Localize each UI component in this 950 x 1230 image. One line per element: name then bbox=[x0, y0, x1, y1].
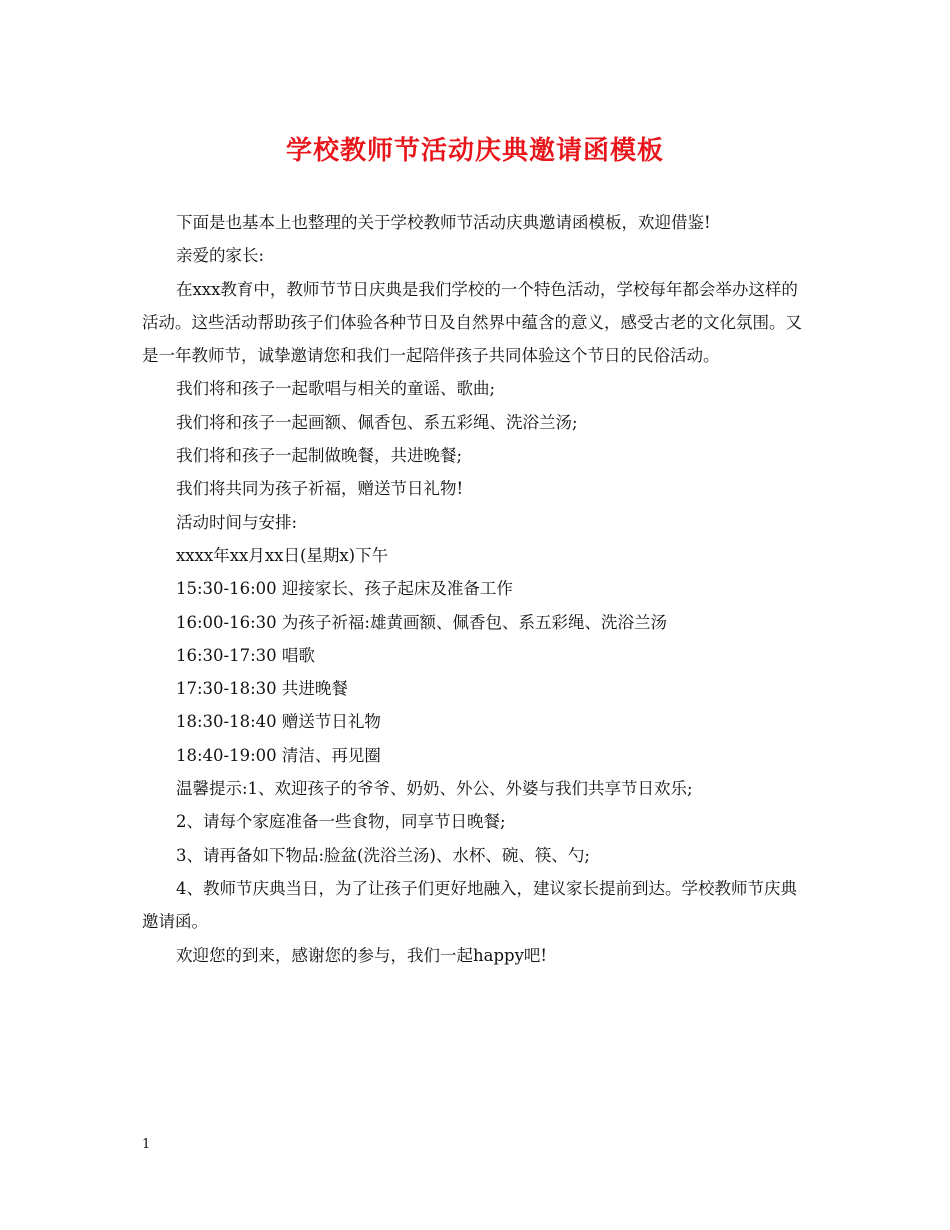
tip-item: 温馨提示:1、欢迎孩子的爷爷、奶奶、外公、外婆与我们共享节日欢乐; bbox=[176, 779, 693, 799]
tip-item: 4、教师节庆典当日，为了让孩子们更好地融入，建议家长提前到达。学校教师节庆典邀请函。 bbox=[142, 878, 797, 932]
schedule-item: 17:30-18:30 共进晚餐 bbox=[176, 679, 348, 699]
schedule-heading: 活动时间与安排: bbox=[176, 512, 298, 532]
activity-item: 我们将和孩子一起制做晚餐，共进晚餐; bbox=[176, 446, 463, 466]
tip-item: 3、请再备如下物品:脸盆(洗浴兰汤)、水杯、碗、筷、勺; bbox=[176, 845, 590, 865]
closing-paragraph: 欢迎您的到来，感谢您的参与，我们一起happy吧! bbox=[176, 945, 548, 965]
tip-item: 2、请每个家庭准备一些食物，同享节日晚餐; bbox=[176, 812, 506, 832]
schedule-item: 16:30-17:30 唱歌 bbox=[176, 645, 315, 665]
page-number: 1 bbox=[142, 1137, 151, 1152]
intro-paragraph: 下面是也基本上也整理的关于学校教师节活动庆典邀请函模板，欢迎借鉴! bbox=[176, 213, 711, 232]
schedule-item: 15:30-16:00 迎接家长、孩子起床及准备工作 bbox=[176, 579, 513, 599]
activity-item: 我们将共同为孩子祈福，赠送节日礼物! bbox=[176, 479, 464, 499]
body-paragraph: 在xxx教育中，教师节节日庆典是我们学校的一个特色活动，学校每年都会举办这样的活动。这些活动帮助孩子们体验各种节日及自然界中蕴含的意义，感受古老的文化氛围。又是一年教师节，诚挚邀请您和我们一起陪伴孩子共同体验这个节日的民俗活动。 bbox=[142, 279, 802, 366]
document-title: 学校教师节活动庆典邀请函模板 bbox=[285, 136, 664, 166]
activity-item: 我们将和孩子一起画额、佩香包、系五彩绳、洗浴兰汤; bbox=[176, 412, 578, 432]
schedule-date: xxxx年xx月xx日(星期x)下午 bbox=[176, 545, 389, 565]
schedule-item: 18:30-18:40 赠送节日礼物 bbox=[176, 712, 381, 732]
schedule-item: 16:00-16:30 为孩子祈福:雄黄画额、佩香包、系五彩绳、洗浴兰汤 bbox=[176, 612, 667, 632]
activity-item: 我们将和孩子一起歌唱与相关的童谣、歌曲; bbox=[176, 379, 496, 399]
salutation: 亲爱的家长: bbox=[176, 246, 265, 266]
schedule-item: 18:40-19:00 清洁、再见圈 bbox=[176, 745, 381, 765]
document-body bbox=[142, 206, 810, 972]
